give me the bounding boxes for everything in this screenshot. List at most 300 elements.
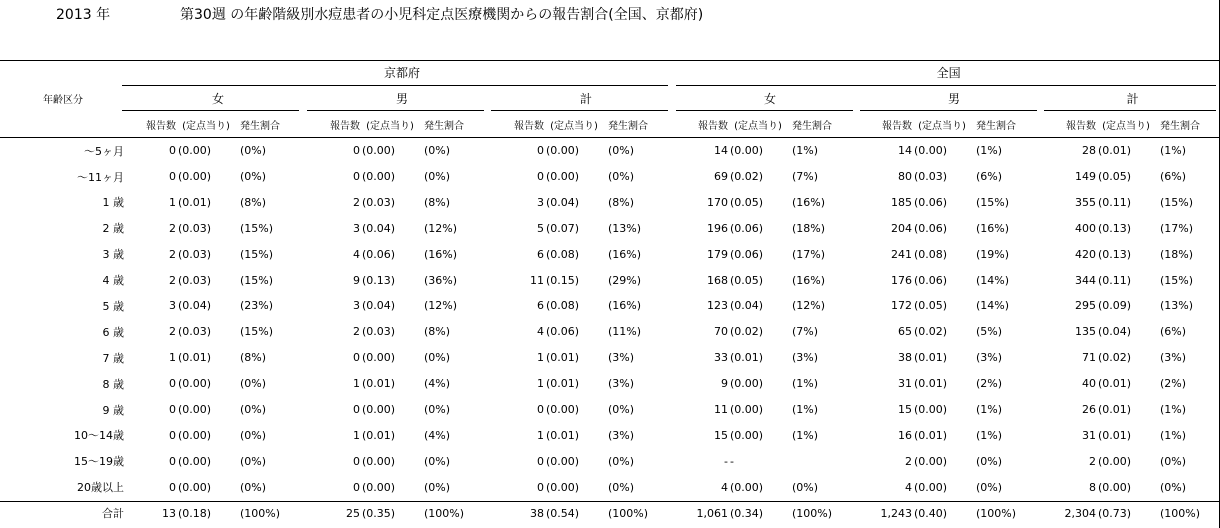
cell-rate: (1%) <box>976 144 1003 158</box>
cell-rate: (1%) <box>976 403 1003 417</box>
row-label: 6 歳 <box>102 325 124 339</box>
cell-rate: (0%) <box>608 454 635 468</box>
cell-rate: (0%) <box>240 377 267 391</box>
cell-rate: (0%) <box>976 480 1003 494</box>
cell-count: 13 <box>162 506 176 520</box>
cell-count: 0 <box>169 454 176 468</box>
cell-count: 0 <box>537 403 544 417</box>
cell-rate: (3%) <box>608 428 635 442</box>
rule-total-top <box>0 501 1219 502</box>
cell-count: 0 <box>169 480 176 494</box>
cell-rate: (0%) <box>240 403 267 417</box>
cell-count: 179 <box>707 247 729 261</box>
cell-count: 2 <box>169 247 176 261</box>
cell-rate: (15%) <box>240 325 274 339</box>
cell-per-site: - <box>730 454 734 468</box>
table-row <box>0 422 1219 448</box>
cell-per-site: (0.00) <box>546 144 580 158</box>
cell-count: 69 <box>714 170 729 183</box>
cell-per-site: (0.00) <box>914 454 948 468</box>
cell-rate: (16%) <box>424 247 458 261</box>
cell-rate: (0%) <box>424 170 451 183</box>
cell-count: 15 <box>898 403 913 417</box>
cell-per-site: (0.00) <box>362 144 396 158</box>
cell-per-site: (0.00) <box>730 480 764 494</box>
cell-per-site: (0.01) <box>1098 144 1132 158</box>
cell-count: 2 <box>169 273 176 287</box>
cell-per-site: (0.05) <box>1098 170 1132 183</box>
cell-rate: (7%) <box>792 325 819 339</box>
cell-rate: (1%) <box>976 428 1003 442</box>
cell-per-site: (0.00) <box>178 170 212 183</box>
cell-per-site: (0.06) <box>362 247 396 261</box>
cell-count: 295 <box>1075 299 1097 313</box>
table-row <box>0 319 1219 345</box>
cell-rate: (16%) <box>792 273 826 287</box>
cell-count: 31 <box>898 377 913 391</box>
cell-count: 6 <box>537 299 544 313</box>
cell-rate <box>786 448 862 474</box>
cell-count: 1 <box>353 428 360 442</box>
cell-count: 170 <box>707 195 729 209</box>
cell-count: 2 <box>353 325 360 339</box>
cell-count: 16 <box>898 428 913 442</box>
row-label: 8 歳 <box>102 377 124 391</box>
table-row <box>0 397 1219 423</box>
cell-per-site: (0.01) <box>730 351 764 365</box>
cell-count: 1 <box>169 195 176 209</box>
report-year: 2013 年 <box>56 7 111 23</box>
sub-header-count: 報告数 <box>146 121 176 133</box>
cell-rate: (0%) <box>608 144 635 158</box>
table-row <box>0 345 1219 371</box>
cell-count: 3 <box>537 195 544 209</box>
sex-header: 女 <box>211 92 224 107</box>
cell-per-site: (0.03) <box>914 170 948 183</box>
cell-per-site: (0.73) <box>1098 506 1132 520</box>
sub-header-per-site: (定点当り) <box>182 121 230 133</box>
cell-count: 4 <box>905 480 913 494</box>
cell-rate: (15%) <box>240 273 274 287</box>
cell-rate: (8%) <box>240 351 267 365</box>
cell-count: 9 <box>721 377 729 391</box>
cell-per-site: (0.04) <box>1098 325 1132 339</box>
cell-per-site: (0.02) <box>914 325 948 339</box>
cell-count: 0 <box>353 351 360 365</box>
cell-per-site: (0.08) <box>546 247 580 261</box>
cell-count: 33 <box>714 351 729 365</box>
cell-count: - <box>724 454 729 468</box>
page-title: 第30週 の年齢階級別水痘患者の小児科定点医療機関からの報告割合(全国、京都府) <box>180 7 704 23</box>
cell-per-site: (0.13) <box>1098 221 1132 235</box>
row-label: ～11ヶ月 <box>77 170 124 184</box>
sub-header-rate: 発生割合 <box>1160 121 1201 133</box>
cell-per-site: (0.54) <box>546 506 580 520</box>
sub-header-rate: 発生割合 <box>792 121 833 133</box>
cell-count: 1 <box>537 428 544 442</box>
cell-per-site: (0.03) <box>178 325 212 339</box>
cell-rate: (15%) <box>240 221 274 235</box>
cell-rate: (0%) <box>424 403 451 417</box>
cell-per-site: (0.01) <box>914 428 948 442</box>
cell-count: 11 <box>530 273 544 287</box>
cell-per-site: (0.00) <box>730 403 764 417</box>
cell-per-site: (0.06) <box>730 221 764 235</box>
cell-per-site: (0.35) <box>362 506 396 520</box>
cell-per-site: (0.00) <box>914 480 948 494</box>
cell-rate: (14%) <box>976 273 1010 287</box>
rule-sex-1 <box>122 110 299 111</box>
cell-count: 15 <box>714 428 729 442</box>
cell-per-site: (0.40) <box>914 506 948 520</box>
cell-count: 2 <box>353 195 360 209</box>
cell-count: 168 <box>707 273 729 287</box>
sub-header-per-site: (定点当り) <box>550 121 598 133</box>
sub-header-count: 報告数 <box>514 121 544 133</box>
cell-count: 0 <box>353 403 360 417</box>
rule-sex-4 <box>676 110 853 111</box>
cell-per-site: (0.06) <box>914 273 948 287</box>
cell-count: 31 <box>1082 428 1097 442</box>
cell-count: 11 <box>714 403 729 417</box>
cell-rate: (100%) <box>976 506 1017 520</box>
cell-per-site: (0.03) <box>362 195 396 209</box>
cell-per-site: (0.00) <box>362 454 396 468</box>
age-header: 年齢区分 <box>43 95 83 107</box>
region-header-national: 全国 <box>936 66 961 81</box>
cell-count: 2 <box>905 454 913 468</box>
cell-count: 28 <box>1082 144 1097 158</box>
cell-per-site: (0.06) <box>546 325 580 339</box>
cell-rate: (12%) <box>792 299 826 313</box>
cell-rate: (13%) <box>1160 299 1194 313</box>
cell-rate: (100%) <box>608 506 649 520</box>
cell-count: 355 <box>1075 195 1097 209</box>
cell-count: 0 <box>537 454 544 468</box>
cell-count: 135 <box>1075 325 1097 339</box>
cell-rate: (15%) <box>1160 273 1194 287</box>
cell-per-site: (0.01) <box>914 377 948 391</box>
sub-header-rate: 発生割合 <box>976 121 1017 133</box>
cell-rate: (17%) <box>792 247 826 261</box>
cell-count: 0 <box>169 170 176 183</box>
cell-count: 9 <box>353 273 360 287</box>
header-row-region <box>0 60 1219 86</box>
table-row <box>0 189 1219 215</box>
cell-rate: (12%) <box>424 299 458 313</box>
cell-per-site: (0.01) <box>178 351 212 365</box>
cell-rate: (8%) <box>608 195 635 209</box>
cell-rate: (0%) <box>240 428 267 442</box>
cell-per-site: (0.00) <box>730 428 764 442</box>
sub-header-rate: 発生割合 <box>240 121 280 133</box>
cell-rate: (5%) <box>976 325 1003 339</box>
sub-header-rate: 発生割合 <box>608 121 648 133</box>
row-label: 1 歳 <box>102 196 124 210</box>
cell-count: 40 <box>1082 377 1097 391</box>
cell-rate: (19%) <box>976 247 1010 261</box>
sub-header-per-site: (定点当り) <box>918 121 966 133</box>
cell-count: 1 <box>169 351 176 365</box>
row-label: 4 歳 <box>102 274 124 288</box>
cell-per-site: (0.01) <box>1098 403 1132 417</box>
cell-per-site: (0.01) <box>362 377 396 391</box>
cell-per-site: (0.00) <box>730 144 764 158</box>
cell-rate: (7%) <box>792 170 819 183</box>
cell-per-site: (0.00) <box>178 428 212 442</box>
cell-per-site: (0.00) <box>1098 454 1132 468</box>
cell-rate: (0%) <box>792 480 819 494</box>
rule-header-bottom <box>0 137 1219 138</box>
cell-count: 14 <box>898 144 913 158</box>
cell-rate: (0%) <box>240 170 267 183</box>
cell-per-site: (0.00) <box>362 170 396 183</box>
rule-sex-5 <box>860 110 1037 111</box>
cell-count: 0 <box>169 377 176 391</box>
cell-per-site: (0.01) <box>1098 428 1132 442</box>
cell-rate: (18%) <box>1160 247 1194 261</box>
cell-per-site: (0.07) <box>546 221 580 235</box>
sub-header-count: 報告数 <box>698 121 729 133</box>
cell-rate: (11%) <box>608 325 642 339</box>
cell-count: 1,061 <box>696 506 729 520</box>
sub-header-count: 報告数 <box>882 121 913 133</box>
cell-per-site: (0.02) <box>730 325 764 339</box>
cell-rate: (6%) <box>1160 170 1187 183</box>
cell-per-site: (0.05) <box>730 195 764 209</box>
cell-rate: (29%) <box>608 273 642 287</box>
cell-rate: (0%) <box>424 454 451 468</box>
cell-rate: (2%) <box>976 377 1003 391</box>
cell-rate: (0%) <box>240 144 267 158</box>
cell-count: 80 <box>898 170 913 183</box>
cell-per-site: (0.01) <box>178 195 212 209</box>
cell-count: 2 <box>169 325 176 339</box>
cell-rate: (3%) <box>1160 351 1187 365</box>
cell-count: 70 <box>714 325 729 339</box>
cell-rate: (0%) <box>608 480 635 494</box>
row-label: 2 歳 <box>102 222 124 236</box>
cell-per-site: (0.00) <box>362 480 396 494</box>
sub-header-rate: 発生割合 <box>424 121 464 133</box>
cell-per-site: (0.01) <box>546 351 580 365</box>
cell-per-site: (0.04) <box>362 299 396 313</box>
cell-per-site: (0.00) <box>914 403 948 417</box>
cell-rate: (1%) <box>1160 144 1187 158</box>
cell-rate: (15%) <box>1160 195 1194 209</box>
rule-top <box>0 60 1219 61</box>
cell-count: 71 <box>1082 351 1097 365</box>
cell-rate: (16%) <box>608 247 642 261</box>
cell-per-site: (0.01) <box>1098 377 1132 391</box>
cell-per-site: (0.05) <box>730 273 764 287</box>
cell-per-site: (0.01) <box>546 377 580 391</box>
cell-rate: (15%) <box>976 195 1010 209</box>
sub-header-count: 報告数 <box>330 121 360 133</box>
cell-per-site: (0.01) <box>546 428 580 442</box>
row-label: 15～19歳 <box>74 455 124 469</box>
cell-per-site: (0.03) <box>178 247 212 261</box>
cell-count: 26 <box>1082 403 1097 417</box>
cell-count: 2 <box>169 221 176 235</box>
cell-per-site: (0.00) <box>1098 480 1132 494</box>
cell-rate: (100%) <box>792 506 833 520</box>
cell-count: 241 <box>891 247 913 261</box>
row-label: 10～14歳 <box>74 429 124 443</box>
cell-count: 14 <box>714 144 729 158</box>
cell-per-site: (0.00) <box>546 170 580 183</box>
cell-count: 38 <box>530 506 544 520</box>
cell-count: 3 <box>169 299 176 313</box>
sub-header-per-site: (定点当り) <box>366 121 414 133</box>
cell-count: 185 <box>891 195 913 209</box>
cell-rate: (36%) <box>424 273 458 287</box>
cell-count: 0 <box>169 428 176 442</box>
table-row <box>0 215 1219 241</box>
cell-count: 0 <box>353 144 360 158</box>
cell-count: 0 <box>537 144 544 158</box>
cell-per-site: (0.01) <box>362 428 396 442</box>
cell-rate: (0%) <box>240 480 267 494</box>
sub-header-per-site: (定点当り) <box>734 121 782 133</box>
cell-rate: (0%) <box>424 480 451 494</box>
cell-per-site: (0.00) <box>178 403 212 417</box>
cell-rate: (14%) <box>976 299 1010 313</box>
cell-rate: (2%) <box>1160 377 1187 391</box>
cell-per-site: (0.08) <box>914 247 948 261</box>
cell-per-site: (0.09) <box>1098 299 1132 313</box>
cell-per-site: (0.15) <box>546 273 580 287</box>
cell-rate: (0%) <box>608 403 635 417</box>
cell-per-site: (0.34) <box>730 506 764 520</box>
cell-per-site: (0.00) <box>178 377 212 391</box>
cell-count: 3 <box>353 299 360 313</box>
cell-count: 38 <box>898 351 913 365</box>
cell-per-site: (0.11) <box>1098 273 1132 287</box>
header-row-sub <box>0 112 1219 138</box>
cell-rate: (13%) <box>608 221 642 235</box>
cell-per-site: (0.00) <box>914 144 948 158</box>
cell-per-site: (0.00) <box>178 480 212 494</box>
cell-rate: (100%) <box>1160 506 1201 520</box>
cell-count: 4 <box>537 325 544 339</box>
cell-rate: (1%) <box>1160 403 1187 417</box>
table-row <box>0 448 1219 474</box>
cell-rate: (1%) <box>792 144 819 158</box>
cell-per-site: (0.18) <box>178 506 212 520</box>
cell-rate: (18%) <box>792 221 826 235</box>
cell-count: 176 <box>891 273 913 287</box>
cell-count: 6 <box>537 247 544 261</box>
cell-rate: (16%) <box>608 299 642 313</box>
cell-count: 1 <box>537 377 544 391</box>
table-row <box>0 371 1219 397</box>
cell-per-site: (0.06) <box>914 221 948 235</box>
cell-count: 0 <box>353 480 360 494</box>
sex-header: 男 <box>948 92 961 107</box>
cell-count: 3 <box>353 221 360 235</box>
cell-rate: (17%) <box>1160 221 1194 235</box>
cell-rate: (0%) <box>424 351 451 365</box>
cell-per-site: (0.04) <box>362 221 396 235</box>
cell-rate: (0%) <box>608 170 635 183</box>
table-row <box>0 164 1219 190</box>
cell-per-site: (0.00) <box>362 403 396 417</box>
cell-count: 0 <box>353 170 360 183</box>
cell-count: 4 <box>721 480 729 494</box>
rule-sex-2 <box>307 110 484 111</box>
cell-rate: (0%) <box>240 454 267 468</box>
cell-per-site: (0.03) <box>178 221 212 235</box>
cell-rate: (0%) <box>1160 480 1187 494</box>
cell-count: 4 <box>353 247 360 261</box>
report-table <box>0 60 1219 526</box>
table-row <box>0 293 1219 319</box>
sub-header-per-site: (定点当り) <box>1102 121 1150 133</box>
row-label: ～5ヶ月 <box>84 144 124 158</box>
cell-rate: (15%) <box>240 247 274 261</box>
cell-count: 196 <box>707 221 729 235</box>
cell-count: 204 <box>891 221 913 235</box>
cell-count: 25 <box>346 506 360 520</box>
cell-count: 1 <box>537 351 544 365</box>
cell-per-site: (0.00) <box>178 144 212 158</box>
table-row <box>0 241 1219 267</box>
cell-per-site: (0.00) <box>178 454 212 468</box>
cell-count: 0 <box>537 480 544 494</box>
sex-header: 計 <box>580 92 593 107</box>
cell-count: 172 <box>891 299 913 313</box>
cell-per-site: (0.13) <box>1098 247 1132 261</box>
cell-rate: (100%) <box>424 506 465 520</box>
cell-count: 0 <box>169 403 176 417</box>
cell-per-site: (0.02) <box>730 170 764 183</box>
cell-rate: (6%) <box>1160 325 1187 339</box>
cell-count: 0 <box>169 144 176 158</box>
header-row-sex <box>0 86 1219 112</box>
cell-per-site: (0.04) <box>546 195 580 209</box>
cell-per-site: (0.04) <box>178 299 212 313</box>
row-label: 合計 <box>102 507 124 521</box>
rule-sex-6 <box>1044 110 1216 111</box>
cell-rate: (4%) <box>424 428 451 442</box>
cell-per-site: (0.08) <box>546 299 580 313</box>
cell-per-site: (0.00) <box>546 480 580 494</box>
cell-count: 123 <box>707 299 729 313</box>
rule-region-national <box>676 85 1216 86</box>
cell-count: 65 <box>898 325 913 339</box>
row-label: 5 歳 <box>102 299 124 313</box>
cell-per-site: (0.00) <box>730 377 764 391</box>
cell-count: 149 <box>1075 170 1097 183</box>
sex-header: 計 <box>1126 92 1139 107</box>
sub-header-count: 報告数 <box>1066 121 1097 133</box>
cell-rate: (1%) <box>792 428 819 442</box>
row-label: 3 歳 <box>102 248 124 262</box>
cell-rate: (16%) <box>792 195 826 209</box>
rule-sex-3 <box>491 110 668 111</box>
cell-count: 0 <box>537 170 544 183</box>
cell-per-site: (0.11) <box>1098 195 1132 209</box>
cell-per-site: (0.02) <box>1098 351 1132 365</box>
table-row <box>0 267 1219 293</box>
cell-per-site: (0.00) <box>546 454 580 468</box>
sex-header: 女 <box>764 92 777 107</box>
cell-per-site: (0.06) <box>914 195 948 209</box>
cell-rate: (0%) <box>424 144 451 158</box>
cell-rate: (8%) <box>424 195 451 209</box>
cell-count: 5 <box>537 221 544 235</box>
